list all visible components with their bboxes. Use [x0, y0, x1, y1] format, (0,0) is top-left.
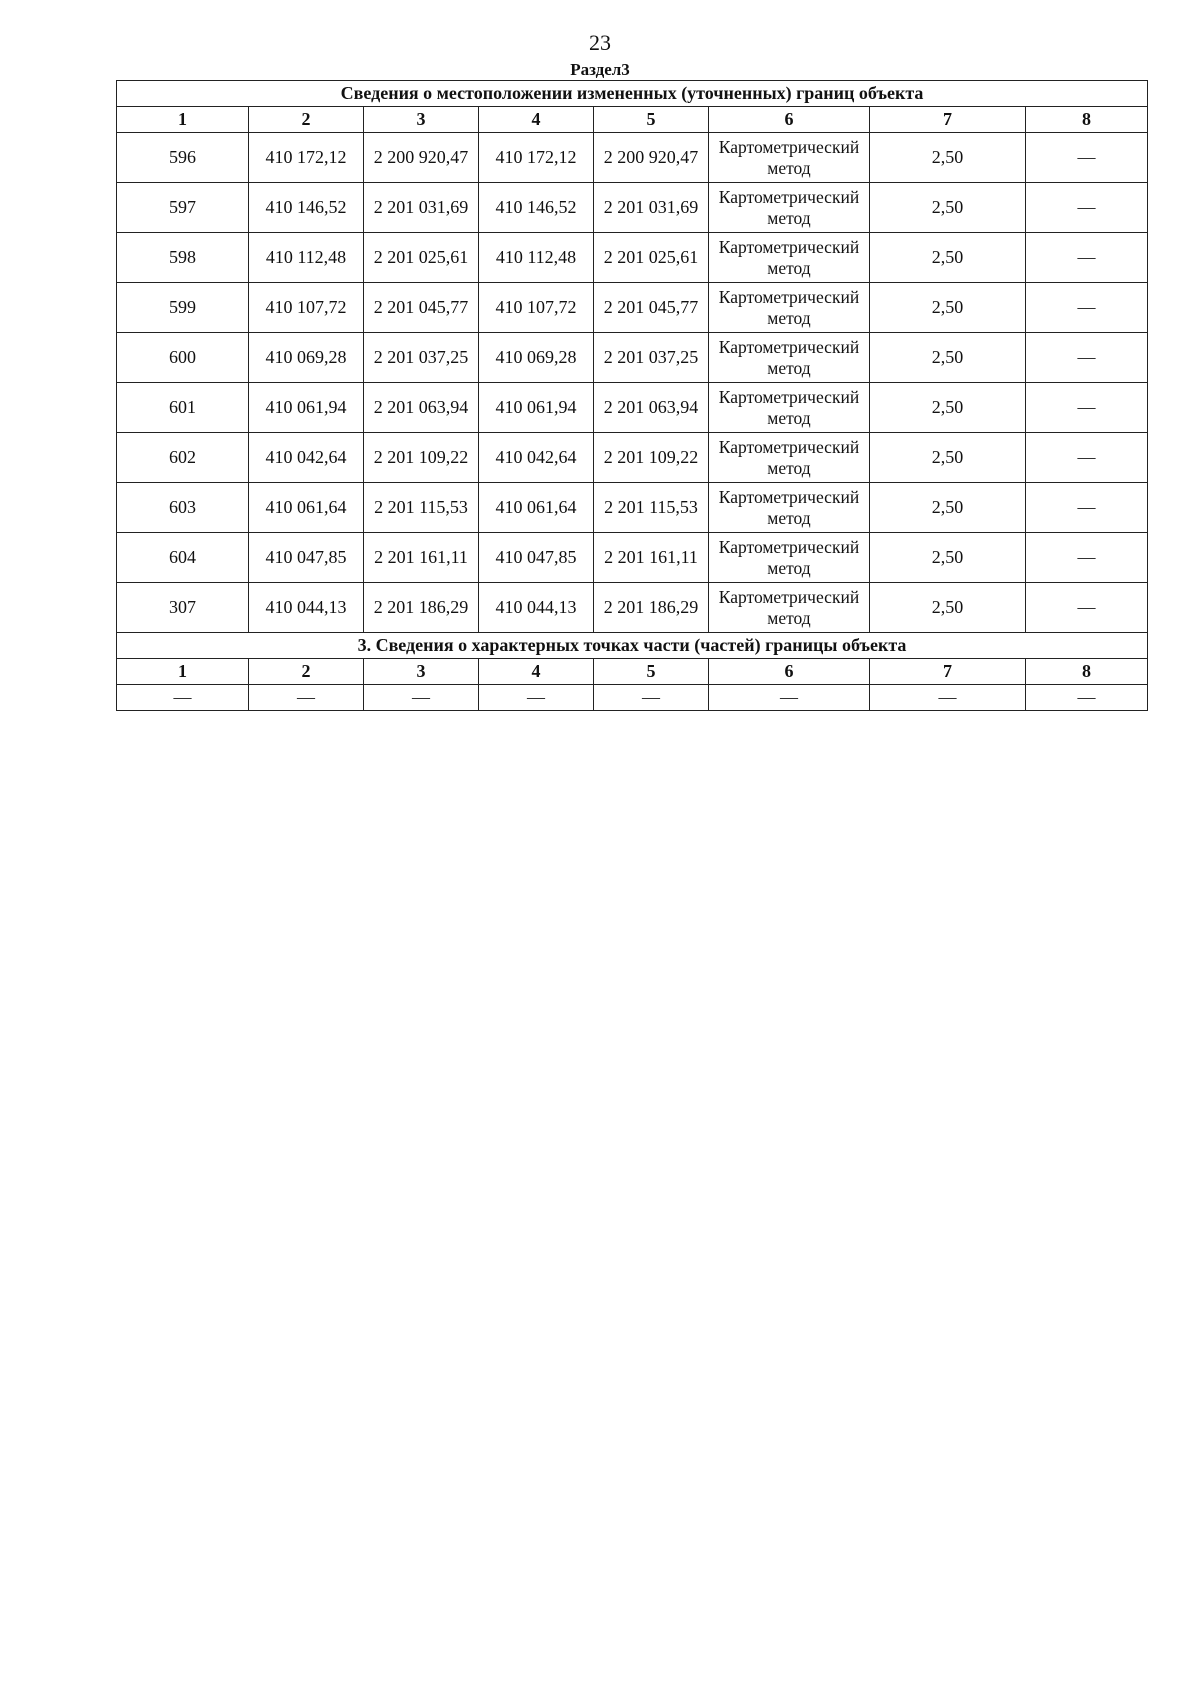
table-row	[117, 183, 1148, 233]
table-cell: 603	[117, 483, 249, 533]
table-cell: 2 201 161,11	[594, 533, 709, 583]
column-number: 2	[249, 107, 364, 133]
table-cell: —	[1026, 133, 1148, 183]
column-number: 5	[594, 659, 709, 685]
table-row	[117, 233, 1148, 283]
table-row	[117, 333, 1148, 383]
table2-column-numbers	[117, 659, 1148, 685]
table-cell: —	[1026, 383, 1148, 433]
table-cell: 597	[117, 183, 249, 233]
table-cell: 598	[117, 233, 249, 283]
table-cell: —	[1026, 333, 1148, 383]
table-cell: 602	[117, 433, 249, 483]
table-cell: 2 200 920,47	[364, 133, 479, 183]
table-cell: 2,50	[870, 333, 1026, 383]
table-cell: 410 146,52	[249, 183, 364, 233]
table-cell: 410 146,52	[479, 183, 594, 233]
table-cell: 410 042,64	[479, 433, 594, 483]
table-row	[117, 283, 1148, 333]
table-cell: 2 201 063,94	[594, 383, 709, 433]
table-cell: —	[1026, 183, 1148, 233]
table-cell: Картометрический метод	[709, 333, 870, 383]
table-cell: 596	[117, 133, 249, 183]
table-row	[117, 685, 1148, 711]
table2-caption: 3. Сведения о характерных точках части (частей) границы объекта	[117, 633, 1148, 659]
column-number: 6	[709, 659, 870, 685]
column-number: 1	[117, 659, 249, 685]
table-cell: 2,50	[870, 533, 1026, 583]
table-cell: 410 107,72	[479, 283, 594, 333]
column-number: 2	[249, 659, 364, 685]
table-cell: 410 042,64	[249, 433, 364, 483]
column-number: 4	[479, 107, 594, 133]
table1-caption: Сведения о местоположении измененных (уточненных) границ объекта	[117, 81, 1148, 107]
column-number: 3	[364, 659, 479, 685]
table-cell: —	[870, 685, 1026, 711]
table-cell: 2 201 161,11	[364, 533, 479, 583]
table-cell: 410 069,28	[479, 333, 594, 383]
table-cell: 2 201 031,69	[594, 183, 709, 233]
table2-caption-row	[117, 633, 1148, 659]
table-cell: Картометрический метод	[709, 133, 870, 183]
table-row	[117, 133, 1148, 183]
table-cell: Картометрический метод	[709, 583, 870, 633]
table-cell: —	[249, 685, 364, 711]
table-cell: 410 107,72	[249, 283, 364, 333]
column-number: 8	[1026, 659, 1148, 685]
table-cell: 2,50	[870, 483, 1026, 533]
column-number: 3	[364, 107, 479, 133]
table-cell: 2,50	[870, 133, 1026, 183]
column-number: 5	[594, 107, 709, 133]
table-cell: 410 069,28	[249, 333, 364, 383]
table-cell: 2 201 186,29	[594, 583, 709, 633]
table-cell: 410 112,48	[249, 233, 364, 283]
table1-column-numbers	[117, 107, 1148, 133]
table-cell: —	[709, 685, 870, 711]
section-label: Раздел3	[570, 60, 630, 79]
table-cell: 2 201 031,69	[364, 183, 479, 233]
table-cell: Картометрический метод	[709, 283, 870, 333]
table-cell: 410 061,94	[479, 383, 594, 433]
table-cell: —	[1026, 283, 1148, 333]
column-number: 7	[870, 107, 1026, 133]
table-cell: 2 201 045,77	[594, 283, 709, 333]
table-cell: 410 172,12	[249, 133, 364, 183]
table-cell: —	[364, 685, 479, 711]
table-cell: 410 172,12	[479, 133, 594, 183]
table-cell: 410 061,64	[249, 483, 364, 533]
table-row	[117, 433, 1148, 483]
table-cell: 2,50	[870, 283, 1026, 333]
table-cell: 410 044,13	[249, 583, 364, 633]
table-cell: —	[594, 685, 709, 711]
table-cell: 410 061,64	[479, 483, 594, 533]
table-cell: 600	[117, 333, 249, 383]
table1-caption-row	[117, 81, 1148, 107]
table-cell: —	[479, 685, 594, 711]
table-cell: 2 200 920,47	[594, 133, 709, 183]
page-number: 23	[589, 30, 611, 55]
column-number: 6	[709, 107, 870, 133]
table-cell: Картометрический метод	[709, 533, 870, 583]
table-row	[117, 483, 1148, 533]
table-cell: 2 201 037,25	[364, 333, 479, 383]
table-cell: 2 201 045,77	[364, 283, 479, 333]
table-cell: —	[1026, 583, 1148, 633]
table-cell: 2 201 025,61	[364, 233, 479, 283]
table-cell: 2,50	[870, 583, 1026, 633]
table-cell: 2 201 025,61	[594, 233, 709, 283]
table-cell: 2 201 109,22	[594, 433, 709, 483]
table-cell: —	[1026, 685, 1148, 711]
table-cell: 410 061,94	[249, 383, 364, 433]
table-cell: 410 047,85	[249, 533, 364, 583]
table-cell: 2,50	[870, 183, 1026, 233]
table-cell: 410 047,85	[479, 533, 594, 583]
table-cell: Картометрический метод	[709, 183, 870, 233]
table-cell: Картометрический метод	[709, 233, 870, 283]
table-cell: 2 201 115,53	[594, 483, 709, 533]
boundary-table	[116, 80, 1148, 711]
table-cell: 2 201 109,22	[364, 433, 479, 483]
table-cell: 2 201 063,94	[364, 383, 479, 433]
table-cell: 601	[117, 383, 249, 433]
table-cell: —	[1026, 483, 1148, 533]
table-cell: Картометрический метод	[709, 383, 870, 433]
table-cell: 2,50	[870, 433, 1026, 483]
table-cell: 604	[117, 533, 249, 583]
column-number: 1	[117, 107, 249, 133]
table-cell: Картометрический метод	[709, 433, 870, 483]
table-cell: 2 201 037,25	[594, 333, 709, 383]
table-row	[117, 383, 1148, 433]
table-row	[117, 583, 1148, 633]
table-cell: Картометрический метод	[709, 483, 870, 533]
table-cell: 2 201 186,29	[364, 583, 479, 633]
table-cell: 410 044,13	[479, 583, 594, 633]
table-row	[117, 533, 1148, 583]
column-number: 4	[479, 659, 594, 685]
table-cell: —	[1026, 233, 1148, 283]
table-cell: 2,50	[870, 383, 1026, 433]
column-number: 8	[1026, 107, 1148, 133]
table-cell: —	[1026, 433, 1148, 483]
column-number: 7	[870, 659, 1026, 685]
table-cell: 599	[117, 283, 249, 333]
table-cell: 2,50	[870, 233, 1026, 283]
table-cell: 410 112,48	[479, 233, 594, 283]
table-cell: 307	[117, 583, 249, 633]
table-cell: —	[117, 685, 249, 711]
table-cell: —	[1026, 533, 1148, 583]
table-cell: 2 201 115,53	[364, 483, 479, 533]
